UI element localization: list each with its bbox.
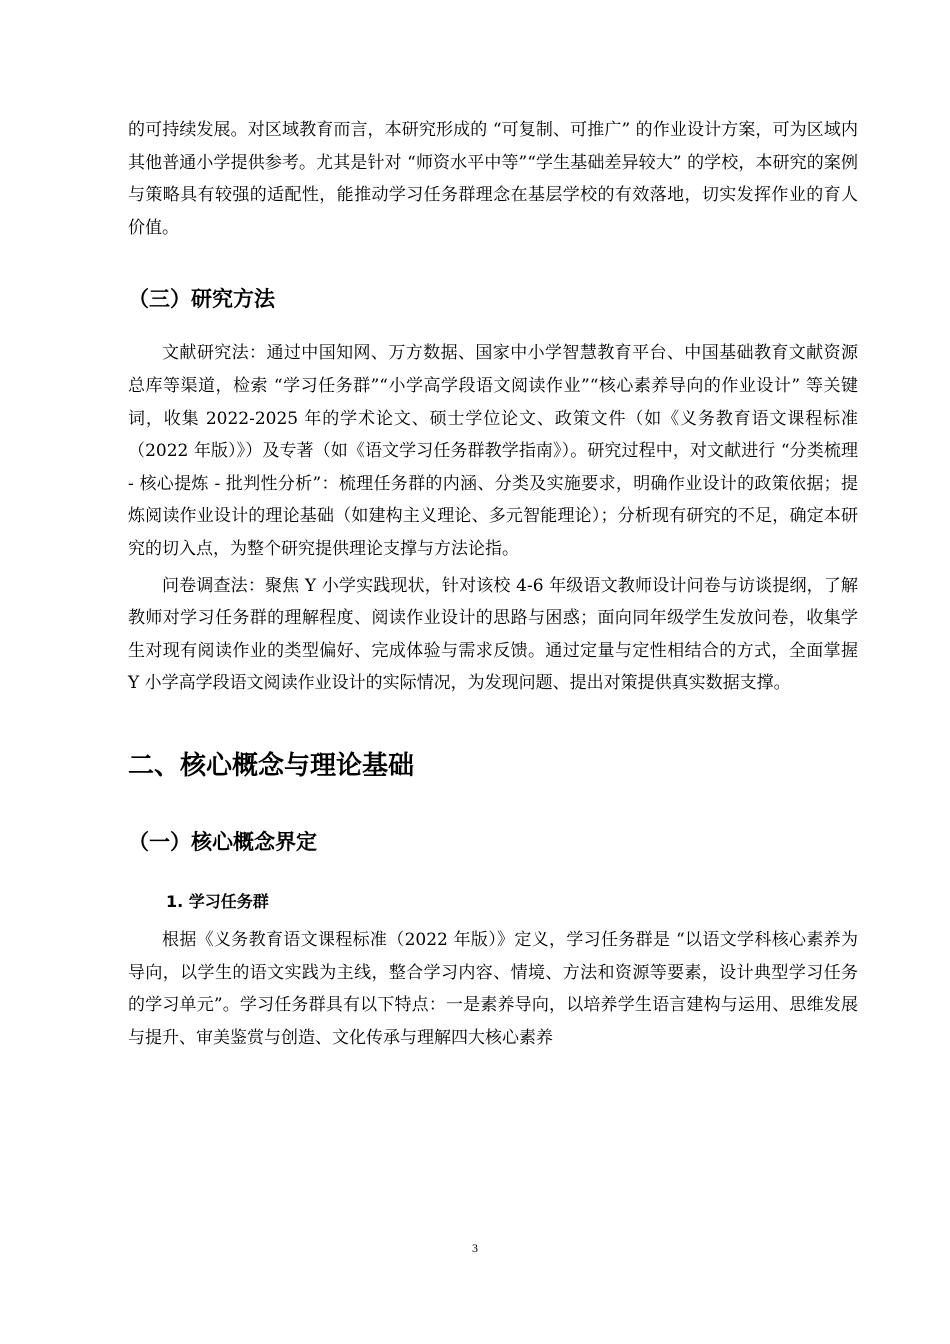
heading-chapter-two: 二、核心概念与理论基础 (128, 750, 415, 781)
spacer (128, 700, 858, 746)
heading-core-concepts: （一）核心概念界定 (128, 829, 317, 854)
spacer (128, 244, 858, 283)
heading-research-methods: （三）研究方法 (128, 287, 275, 312)
paragraph-regional-significance: 的可持续发展。对区域教育而言，本研究形成的 “可复制、可推广” 的作业设计方案，可为区域内其他普通小学提供参考。尤其是针对 “师资水平中等”“学生基础差异较大” 的学校，本研究的案例与策略具有较强的适配性，能推动学习任务群理念在基层学校的有效落地，切实发挥作业的育人价值。 (128, 120, 858, 238)
spacer (128, 786, 858, 826)
page-number: 3 (472, 1241, 478, 1255)
spacer (128, 858, 858, 888)
spacer (128, 916, 858, 924)
heading-learning-task-group: 1. 学习任务群 (166, 891, 269, 911)
page-content (128, 114, 858, 1054)
paragraph-task-group-definition: 根据《义务教育语文课程标准（2022 年版）》定义，学习任务群是 “以语文学科核心素养为导向，以学生的语文实践为主线，整合学习内容、情境、方法和资源等要素，设计典型学习任务的学习单元”。学习任务群具有以下特点：一是素养导向，以培养学生语言建构与运用、思维发展与提升、审美鉴赏与创造、文化传承与理解四大核心素养 (128, 929, 858, 1048)
paragraph-literature-method: 文献研究法：通过中国知网、万方数据、国家中小学智慧教育平台、中国基础教育文献资源总库等渠道，检索 “学习任务群”“小学高学段语文阅读作业”“核心素养导向的作业设计” 等关键词，收集 2022-2025 年的学术论文、硕士学位论文、政策文件（如《义务教育语文课程标准（2022 年版）》）及专著（如《语文学习任务群教学指南》）。研究过程中，对文献进行 “分类梳理 - 核心提炼 - 批判性分析”：梳理任务群的内涵、分类及实施要求，明确作业设计的政策依据；提炼阅读作业设计的理论基础（如建构主义理论、多元智能理论）；分析现有研究的不足，确定本研究的切入点，为整个研究提供理论支撑与方法论指。 (128, 343, 858, 559)
spacer (128, 315, 858, 337)
paragraph-survey-method: 问卷调查法：聚焦 Y 小学实践现状，针对该校 4-6 年级语文教师设计问卷与访谈提纲，了解教师对学习任务群的理解程度、阅读作业设计的思路与困惑；面向同年级学生发放问卷，收集学生对现有阅读作业的类型偏好、完成体验与需求反馈。通过定量与定性相结合的方式，全面掌握 Y 小学高学段语文阅读作业设计的实际情况，为发现问题、提出对策提供真实数据支撑。 (128, 575, 858, 694)
